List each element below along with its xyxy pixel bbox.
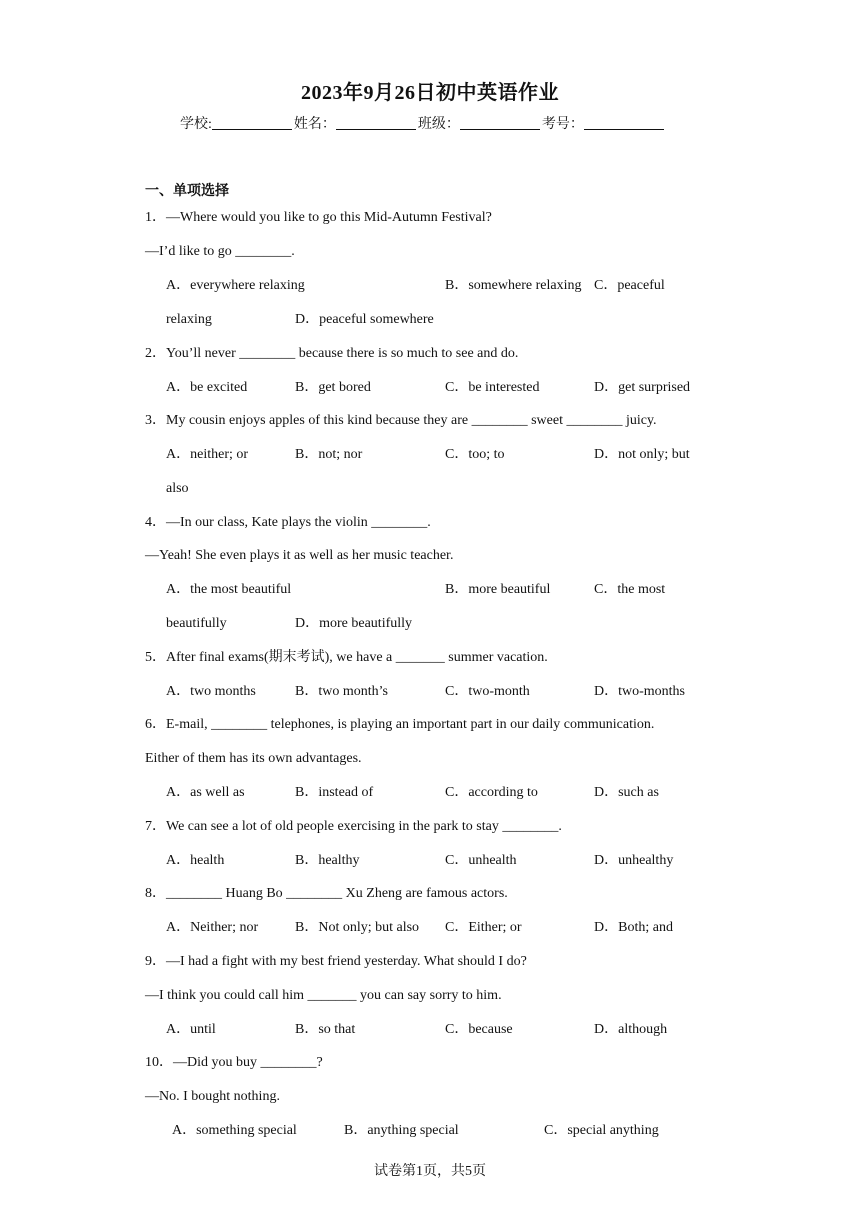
question-8-option-b[interactable]: B．Not only; but also xyxy=(295,920,420,935)
question-6-option-c[interactable]: C．according to xyxy=(445,785,538,800)
question-3-option-a[interactable]: A．neither; or xyxy=(166,447,249,462)
question-3-option-b[interactable]: B．not; nor xyxy=(295,447,363,462)
question-1-option-c[interactable]: C．peaceful xyxy=(594,278,665,293)
question-8-option-c[interactable]: C．Either; or xyxy=(445,920,522,935)
question-6-option-a[interactable]: A．as well as xyxy=(166,785,245,800)
question-1-option-b[interactable]: B．somewhere relaxing xyxy=(445,278,582,293)
question-2-option-d[interactable]: D．get surprised xyxy=(594,380,691,395)
question-6-option-d[interactable]: D．such as xyxy=(594,785,659,800)
question-7-option-c[interactable]: C．unhealth xyxy=(445,853,517,868)
question-2-option-c[interactable]: C．be interested xyxy=(445,380,540,395)
question-10-stem: 10．—Did you buy ________? xyxy=(145,1055,323,1070)
class-label: 班级： xyxy=(417,117,460,132)
question-7-stem: 7．We can see a lot of old people exercising in the park to stay ________. xyxy=(145,819,562,834)
question-5-option-a[interactable]: A．two months xyxy=(166,684,256,699)
question-1-stem: 1．—Where would you like to go this Mid-Autumn Festival? xyxy=(145,210,492,225)
question-3-option-c[interactable]: C．too; to xyxy=(445,447,505,462)
question-2-option-a[interactable]: A．be excited xyxy=(166,380,248,395)
question-2-stem: 2．You’ll never ________ because there is so much to see and do. xyxy=(145,346,519,361)
question-6-line-2: Either of them has its own advantages. xyxy=(145,751,362,766)
name-label: 姓名： xyxy=(293,117,336,132)
question-8-option-a[interactable]: A．Neither; nor xyxy=(166,920,259,935)
page-title: 2023年9月26日初中英语作业 xyxy=(301,82,559,104)
question-9-option-a[interactable]: A．until xyxy=(166,1022,216,1037)
question-3-option-d-cont[interactable]: also xyxy=(166,481,189,496)
question-2-option-b[interactable]: B．get bored xyxy=(295,380,371,395)
question-10-line-2: —No. I bought nothing. xyxy=(145,1089,280,1104)
question-1-option-c-cont[interactable]: relaxing xyxy=(166,312,212,327)
section-title: 一、单项选择 xyxy=(145,184,229,199)
student-info-line xyxy=(180,113,666,133)
question-4-option-c-cont[interactable]: beautifully xyxy=(166,616,227,631)
number-blank[interactable] xyxy=(584,115,664,130)
question-4-option-a[interactable]: A．the most beautiful xyxy=(166,582,292,597)
question-4-option-b[interactable]: B．more beautiful xyxy=(445,582,551,597)
question-7-option-d[interactable]: D．unhealthy xyxy=(594,853,674,868)
question-1-option-a[interactable]: A．everywhere relaxing xyxy=(166,278,305,293)
question-9-line-2: —I think you could call him _______ you can say sorry to him. xyxy=(145,988,502,1003)
page-footer: 试卷第1页，共5页 xyxy=(374,1164,486,1179)
question-4-line-2: —Yeah! She even plays it as well as her music teacher. xyxy=(145,548,454,563)
question-5-option-c[interactable]: C．two-month xyxy=(445,684,530,699)
question-4-option-c[interactable]: C．the most xyxy=(594,582,666,597)
question-8-option-d[interactable]: D．Both; and xyxy=(594,920,673,935)
number-label: 考号： xyxy=(541,117,584,132)
question-7-option-a[interactable]: A．health xyxy=(166,853,225,868)
question-6-stem: 6．E-mail, ________ telephones, is playing an important part in our daily communication. xyxy=(145,717,655,732)
question-10-option-c[interactable]: C．special anything xyxy=(544,1123,659,1138)
question-4-option-d[interactable]: D．more beautifully xyxy=(295,616,413,631)
question-4-stem: 4．—In our class, Kate plays the violin ________. xyxy=(145,515,431,530)
school-label: 学校: xyxy=(180,117,212,132)
question-10-option-b[interactable]: B．anything special xyxy=(344,1123,459,1138)
question-5-stem: 5．After final exams(期末考试), we have a _______ summer vacation. xyxy=(145,650,548,665)
name-blank[interactable] xyxy=(336,115,416,130)
question-9-option-b[interactable]: B．so that xyxy=(295,1022,356,1037)
question-6-option-b[interactable]: B．instead of xyxy=(295,785,374,800)
class-blank[interactable] xyxy=(460,115,540,130)
question-9-stem: 9．—I had a fight with my best friend yesterday. What should I do? xyxy=(145,954,527,969)
question-7-option-b[interactable]: B．healthy xyxy=(295,853,360,868)
question-1-option-d[interactable]: D．peaceful somewhere xyxy=(295,312,434,327)
question-3-stem: 3．My cousin enjoys apples of this kind because they are ________ sweet ________ juicy. xyxy=(145,413,657,428)
question-9-option-c[interactable]: C．because xyxy=(445,1022,513,1037)
question-8-stem: 8．________ Huang Bo ________ Xu Zheng are famous actors. xyxy=(145,886,508,901)
question-3-option-d[interactable]: D．not only; but xyxy=(594,447,690,462)
question-1-line-2: —I’d like to go ________. xyxy=(145,244,295,259)
school-blank[interactable] xyxy=(212,115,292,130)
question-10-option-a[interactable]: A．something special xyxy=(172,1123,297,1138)
question-5-option-d[interactable]: D．two-months xyxy=(594,684,685,699)
question-5-option-b[interactable]: B．two month’s xyxy=(295,684,388,699)
question-9-option-d[interactable]: D．although xyxy=(594,1022,668,1037)
